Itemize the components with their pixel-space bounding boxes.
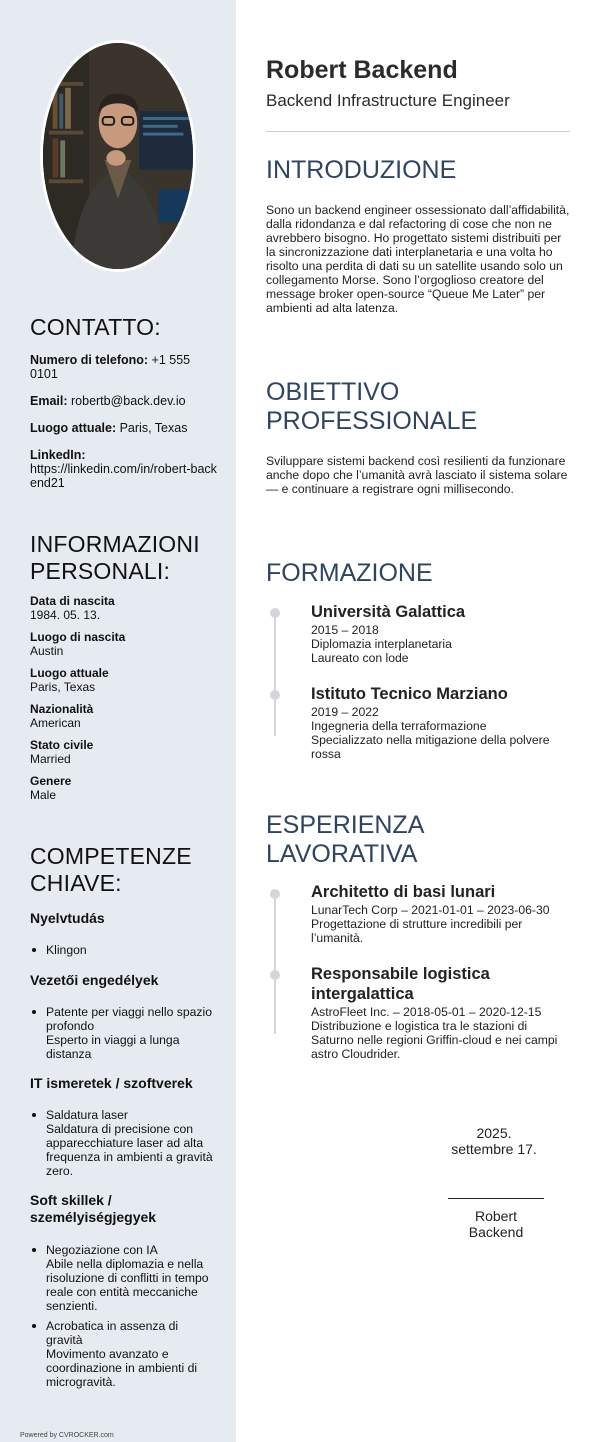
contact-phone-label: Numero di telefono: — [30, 353, 149, 367]
signature-date-year: 2025. — [476, 1125, 512, 1141]
education-dates: 2019 – 2022 — [311, 705, 379, 719]
personal-nationality — [30, 702, 220, 730]
nationality-value: American — [30, 716, 81, 730]
education-dates: 2015 – 2018 — [311, 623, 379, 637]
skill-item-desc: Saldatura di precisione con apparecchiature laser ad alta frequenza in ambienti a gravità zero. — [46, 1122, 213, 1178]
contact-location — [30, 421, 220, 435]
education-title: Istituto Tecnico Marziano — [311, 685, 508, 703]
experience-heading: ESPERIENZA LAVORATIVA — [266, 811, 423, 868]
skill-group-title: Vezetői engedélyek — [30, 972, 159, 988]
education-title: Università Galattica — [311, 603, 466, 621]
marital-status-value: Married — [30, 752, 71, 766]
personal-birthplace — [30, 630, 220, 658]
skill-group-title: IT ismeretek / szoftverek — [30, 1075, 193, 1091]
skill-item-name: Klingon — [46, 943, 87, 957]
intro-heading: INTRODUZIONE — [266, 156, 457, 184]
skill-item-desc: Abile nella diplomazia e nella risoluzione di conflitti in tempo reale con entità meccaniche senzienti. — [46, 1257, 209, 1313]
contact-linkedin-link[interactable]: https://linkedin.com/in/robert-backend21 — [30, 462, 217, 490]
education-degree: Ingegneria della terraformazione — [311, 719, 487, 733]
powered-by-footer[interactable]: Powered by CVROCKER.com — [20, 1432, 114, 1439]
objective-text: Sviluppare sistemi backend così resilienti da funzionare anche dopo che l’umanità avrà lasciato il sistema solare — e continuare a registrare ogni millisecondo. — [266, 454, 568, 496]
skill-item-name: Acrobatica in assenza di gravità — [46, 1319, 179, 1347]
contact-email-value[interactable]: robertb@back.dev.io — [71, 394, 186, 408]
skill-item-desc: Movimento avanzato e coordinazione in ambienti di microgravità. — [46, 1347, 198, 1389]
key-skills-heading: COMPETENZE CHIAVE: — [30, 843, 192, 896]
timeline-dot — [270, 970, 280, 980]
contact-email-label: Email: — [30, 394, 68, 408]
personal-birthdate — [30, 594, 220, 622]
nationality-label: Nazionalità — [30, 702, 94, 716]
education-degree: Diplomazia interplanetaria — [311, 637, 452, 651]
contact-email — [30, 394, 220, 408]
contact-heading: CONTATTO: — [30, 314, 161, 340]
current-location-label: Luogo attuale — [30, 666, 109, 680]
experience-timeline — [274, 894, 276, 1034]
intro-text: Sono un backend engineer ossessionato dall’affidabilità, dalla ridondanza e dal refactoring di cose che non ne avrebbero bisogno. Ho progettato sistemi distribuiti per la sincronizzazione dati interplanetaria e una volta ho risolto una perdita di dati su un satellite usando solo un collegamento Morse. Sono l’orgoglioso creatore del message broker open-source “Queue Me Later” per ambienti ad alta latenza. — [266, 203, 570, 315]
skill-group-title: Soft skillek / személyiségjegyek — [30, 1192, 157, 1225]
education-note: Laureato con lode — [311, 651, 409, 665]
birthplace-label: Luogo di nascita — [30, 630, 126, 644]
main-content — [236, 0, 600, 1442]
timeline-dot — [270, 690, 280, 700]
education-timeline — [274, 612, 276, 736]
skill-item-name: Negoziazione con IA — [46, 1243, 158, 1257]
skill-item — [46, 1108, 216, 1178]
birthdate-label: Data di nascita — [30, 594, 115, 608]
timeline-dot — [270, 608, 280, 618]
skill-group-title: Nyelvtudás — [30, 910, 105, 926]
job-title: Backend Infrastructure Engineer — [266, 91, 510, 110]
signature-date-day: settembre 17. — [451, 1141, 537, 1157]
contact-linkedin — [30, 448, 220, 490]
job-description: Distribuzione e logistica tra le stazioni di Saturno nelle regioni Griffin-cloud e nei campi astro Cloudrider. — [311, 1019, 558, 1061]
contact-location-value: Paris, Texas — [119, 421, 188, 435]
profile-photo — [40, 40, 196, 272]
education-heading: FORMAZIONE — [266, 559, 433, 587]
signature-first-name: Robert — [474, 1208, 518, 1224]
personal-current-location — [30, 666, 220, 694]
job-title: Architetto di basi lunari — [311, 883, 496, 901]
skill-item-name: Patente per viaggi nello spazio profondo — [46, 1005, 212, 1033]
gender-label: Genere — [30, 774, 72, 788]
skill-item-desc: Esperto in viaggi a lunga distanza — [46, 1033, 180, 1061]
current-location-value: Paris, Texas — [30, 680, 96, 694]
job-meta: AstroFleet Inc. – 2018-05-01 – 2020-12-15 — [311, 1005, 542, 1019]
header-divider — [266, 131, 570, 132]
job-description: Progettazione di strutture incredibili per l’umanità. — [311, 917, 523, 945]
marital-status-label: Stato civile — [30, 738, 94, 752]
contact-phone-value: +1 555 0101 — [30, 353, 191, 381]
contact-location-label: Luogo attuale: — [30, 421, 117, 435]
education-note: Specializzato nella mitigazione della polvere rossa — [311, 733, 550, 761]
skill-item-name: Saldatura laser — [46, 1108, 128, 1122]
skill-item — [46, 943, 216, 957]
skill-item — [46, 1005, 216, 1061]
personal-gender — [30, 774, 220, 802]
job-meta: LunarTech Corp – 2021-01-01 – 2023-06-30 — [311, 903, 550, 917]
objective-heading: OBIETTIVO PROFESSIONALE — [266, 378, 478, 435]
personal-info-heading: INFORMAZIONI PERSONALI: — [30, 531, 200, 584]
personal-marital-status — [30, 738, 220, 766]
birthplace-value: Austin — [30, 644, 64, 658]
signature-line — [448, 1198, 544, 1199]
timeline-dot — [270, 889, 280, 899]
candidate-name: Robert Backend — [266, 56, 458, 84]
birthdate-value: 1984. 05. 13. — [30, 608, 101, 622]
skill-item — [46, 1243, 216, 1313]
contact-phone — [30, 353, 220, 381]
job-title: Responsabile logistica intergalattica — [311, 965, 490, 1003]
skill-item — [46, 1319, 216, 1389]
contact-linkedin-label: LinkedIn: — [30, 448, 86, 462]
gender-value: Male — [30, 788, 57, 802]
signature-last-name: Backend — [468, 1224, 524, 1240]
sidebar — [0, 0, 236, 1442]
